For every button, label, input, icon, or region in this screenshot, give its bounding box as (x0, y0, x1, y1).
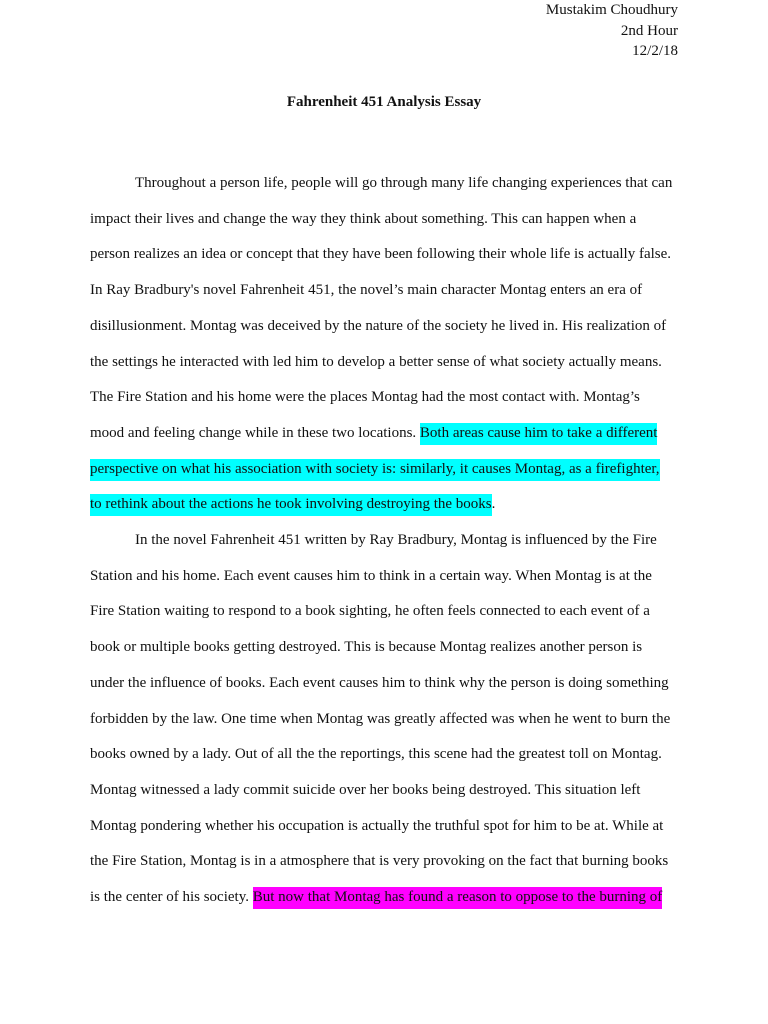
body-text: forbidden by the law. One time when Montag was greatly affected was when he went to burn the (90, 710, 671, 727)
body-text: mood and feeling change while in these two locations. (90, 424, 420, 441)
essay-line (90, 387, 640, 407)
class-period: 2nd Hour (620, 22, 678, 39)
body-text: the Fire Station, Montag is in a atmosphere that is very provoking on the fact that burning books (90, 853, 669, 870)
essay-line (90, 851, 668, 871)
essay-line (90, 423, 657, 443)
highlighted-text-magenta: But now that Montag has found a reason to oppose to the burning of (253, 887, 663, 909)
essay-line (90, 709, 670, 729)
essay-title: Fahrenheit 451 Analysis Essay (286, 94, 482, 110)
essay-line (90, 887, 662, 907)
essay-line (90, 494, 495, 514)
highlighted-text-cyan: to rethink about the actions he took involving destroying the books (90, 494, 492, 516)
body-text: The Fire Station and his home were the places Montag had the most contact with. Montag’s (90, 389, 640, 406)
essay-line (90, 530, 657, 550)
body-text: is the center of his society. (90, 889, 253, 905)
body-text: disillusionment. Montag was deceived by the nature of the society he lived in. His realization of (90, 317, 667, 334)
essay-line (90, 280, 642, 300)
body-text: Fire Station waiting to respond to a book sighting, he often feels connected to each event of a (90, 603, 650, 620)
highlighted-text-cyan: Both areas cause him to take a different (420, 423, 658, 445)
author-name: Mustakim Choudhury (545, 2, 678, 18)
essay-line (90, 673, 669, 693)
essay-line (90, 459, 660, 479)
essay-line (90, 637, 642, 657)
body-text: . (491, 496, 496, 513)
body-text: the settings he interacted with led him to develop a better sense of what society actually means. (90, 353, 662, 370)
essay-line (90, 352, 662, 372)
essay-line (90, 173, 672, 193)
body-text: impact their lives and change the way they think about something. This can happen when a (90, 210, 637, 227)
essay-line (90, 209, 636, 229)
body-text: Montag pondering whether his occupation is actually the truthful spot for him to be at. While at (90, 817, 664, 834)
essay-line (90, 316, 666, 336)
body-text: Throughout a person life, people will go through many life changing experiences that can (135, 175, 673, 191)
essay-line (90, 780, 640, 800)
essay-line (90, 816, 663, 836)
body-text: Station and his home. Each event causes him to think in a certain way. When Montag is at the (90, 567, 652, 584)
essay-line (90, 244, 671, 264)
essay-line (90, 744, 662, 764)
author-header (546, 0, 678, 62)
highlighted-text-cyan: perspective on what his association with society is: similarly, it causes Montag, as a firefighter, (90, 459, 660, 481)
body-text: In Ray Bradbury's novel Fahrenheit 451, the novel’s main character Montag enters an era of (90, 282, 643, 299)
essay-line (90, 601, 650, 621)
essay-date: 12/2/18 (632, 43, 678, 59)
body-text: books owned by a lady. Out of all the the reportings, this scene had the greatest toll on Montag. (90, 746, 662, 763)
body-text: In the novel Fahrenheit 451 written by Ray Bradbury, Montag is influenced by the Fire (135, 532, 657, 548)
body-text: person realizes an idea or concept that they have been following their whole life is actually false. (90, 246, 672, 263)
body-text: under the influence of books. Each event causes him to think why the person is doing something (90, 674, 669, 691)
body-text: Montag witnessed a lady commit suicide over her books being destroyed. This situation left (90, 781, 641, 798)
body-text: book or multiple books getting destroyed. This is because Montag realizes another person is (90, 639, 643, 656)
essay-line (90, 566, 652, 586)
